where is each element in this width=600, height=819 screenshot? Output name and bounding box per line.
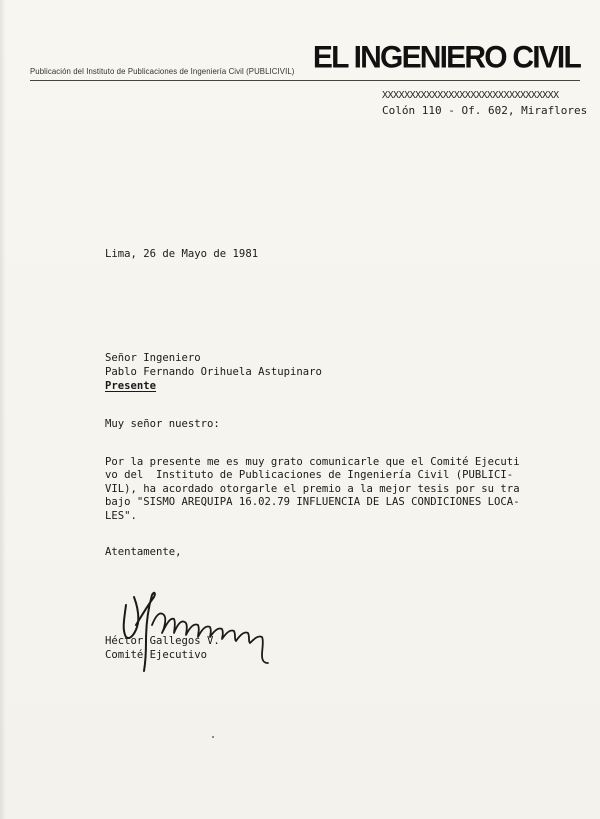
letterhead-address: Colón 110 - Of. 602, Miraflores bbox=[382, 104, 588, 117]
recipient-title: Señor Ingeniero bbox=[105, 352, 201, 364]
body-line: Por la presente me es muy grato comunicarle que el Comité Ejecuti bbox=[105, 456, 520, 468]
recipient-name: Pablo Fernando Orihuela Astupinaro bbox=[105, 366, 322, 378]
paper-speck bbox=[212, 736, 214, 738]
letter-salutation: Muy señor nuestro: bbox=[105, 418, 220, 430]
signer-role: Comité Ejecutivo bbox=[105, 649, 208, 661]
body-line: vo del Instituto de Publicaciones de Ingeniería Civil (PUBLICI- bbox=[105, 469, 514, 481]
recipient-presente: Presente bbox=[105, 380, 157, 392]
letterhead-rule bbox=[30, 80, 580, 81]
body-line: VIL), ha acordado otorgarle el premio a la mejor tesis por su tra bbox=[105, 483, 520, 495]
letterhead-masthead: EL INGENIERO CIVIL bbox=[312, 40, 580, 75]
letter-date: Lima, 26 de Mayo de 1981 bbox=[105, 248, 259, 260]
body-line: bajo "SISMO AREQUIPA 16.02.79 INFLUENCIA DE LAS CONDICIONES LOCA- bbox=[105, 496, 520, 508]
letterhead-subtitle: Publicación del Instituto de Publicaciones de Ingeniería Civil (PUBLICIVIL) bbox=[30, 67, 295, 76]
page-edge-shadow bbox=[0, 0, 6, 819]
body-line: LES". bbox=[105, 510, 137, 522]
struck-out-address: XXXXXXXXXXXXXXXXXXXXXXXXXXXXXXXX bbox=[382, 90, 559, 101]
signer-name: Héctor Gallegos V. bbox=[105, 635, 220, 647]
letter-closing: Atentamente, bbox=[105, 546, 182, 558]
